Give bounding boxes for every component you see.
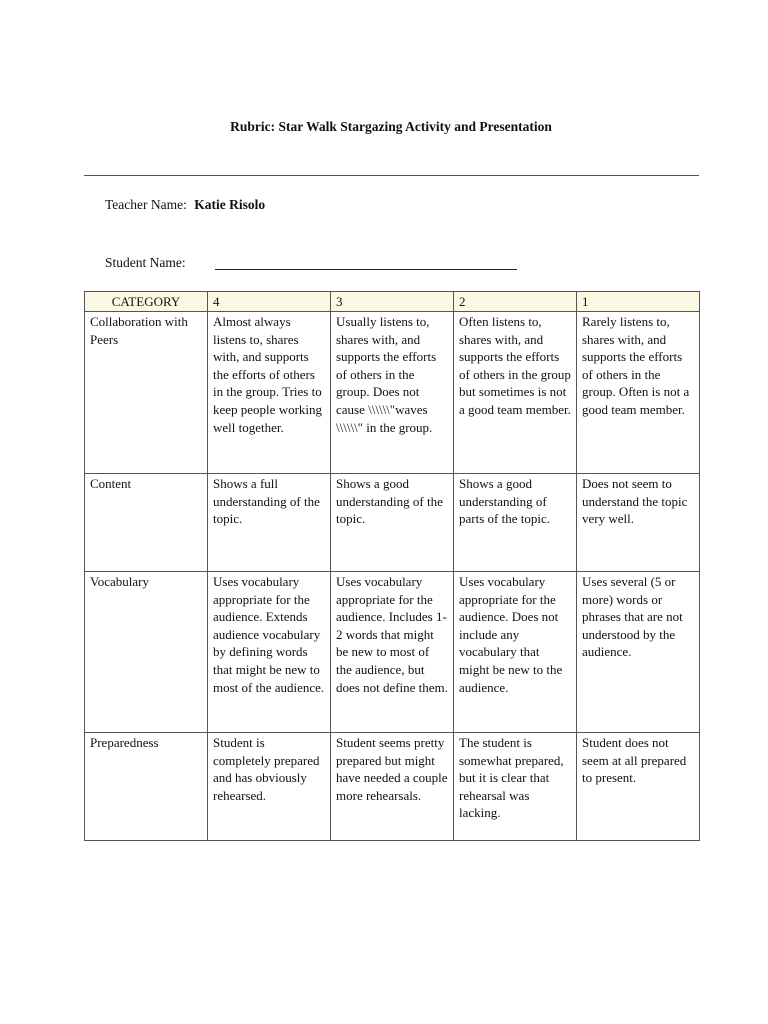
table-cell: Student is completely prepared and has obviously rehearsed. — [208, 733, 331, 841]
header-score-1: 1 — [577, 292, 700, 312]
table-cell: Often listens to, shares with, and supports the efforts of others in the group but sometimes is not a good team member. — [454, 312, 577, 474]
table-cell: Student seems pretty prepared but might have needed a couple more rehearsals. — [331, 733, 454, 841]
row-category: Content — [85, 474, 208, 572]
table-header-row — [85, 292, 700, 312]
row-category: Vocabulary — [85, 572, 208, 733]
rubric-table — [84, 291, 700, 841]
table-cell: Shows a good understanding of parts of the topic. — [454, 474, 577, 572]
teacher-name-label: Teacher Name: — [105, 197, 187, 212]
table-cell: Shows a full understanding of the topic. — [208, 474, 331, 572]
header-score-4: 4 — [208, 292, 331, 312]
header-score-3: 3 — [331, 292, 454, 312]
student-name-blank-line — [215, 269, 517, 270]
table-cell: Does not seem to understand the topic very well. — [577, 474, 700, 572]
student-name-label: Student Name: — [105, 255, 186, 270]
table-row — [85, 312, 700, 474]
table-row — [85, 572, 700, 733]
row-category: Collaboration with Peers — [85, 312, 208, 474]
table-cell: Uses vocabulary appropriate for the audience. Does not include any vocabulary that might be new to the audience. — [454, 572, 577, 733]
horizontal-rule — [84, 175, 699, 176]
header-score-2: 2 — [454, 292, 577, 312]
table-row — [85, 733, 700, 841]
table-cell: Uses vocabulary appropriate for the audience. Includes 1-2 words that might be new to most of the audience, but does not define them. — [331, 572, 454, 733]
table-cell: Usually listens to, shares with, and supports the efforts of others in the group. Does not cause \\\\\\"waves \\\\\\" in the group. — [331, 312, 454, 474]
teacher-name-value: Katie Risolo — [194, 197, 266, 212]
table-row — [85, 474, 700, 572]
table-cell: Student does not seem at all prepared to present. — [577, 733, 700, 841]
table-cell: Uses several (5 or more) words or phrases that are not understood by the audience. — [577, 572, 700, 733]
table-cell: Almost always listens to, shares with, and supports the efforts of others in the group. Tries to keep people working well together. — [208, 312, 331, 474]
header-category: CATEGORY — [85, 292, 208, 312]
document-title: Rubric: Star Walk Stargazing Activity and Presentation — [230, 119, 552, 134]
table-cell: Shows a good understanding of the topic. — [331, 474, 454, 572]
table-cell: Uses vocabulary appropriate for the audience. Extends audience vocabulary by defining words that might be new to most of the audience. — [208, 572, 331, 733]
row-category: Preparedness — [85, 733, 208, 841]
teacher-name-row — [105, 197, 265, 213]
table-cell: Rarely listens to, shares with, and supports the efforts of others in the group. Often is not a good team member. — [577, 312, 700, 474]
table-cell: The student is somewhat prepared, but it is clear that rehearsal was lacking. — [454, 733, 577, 841]
